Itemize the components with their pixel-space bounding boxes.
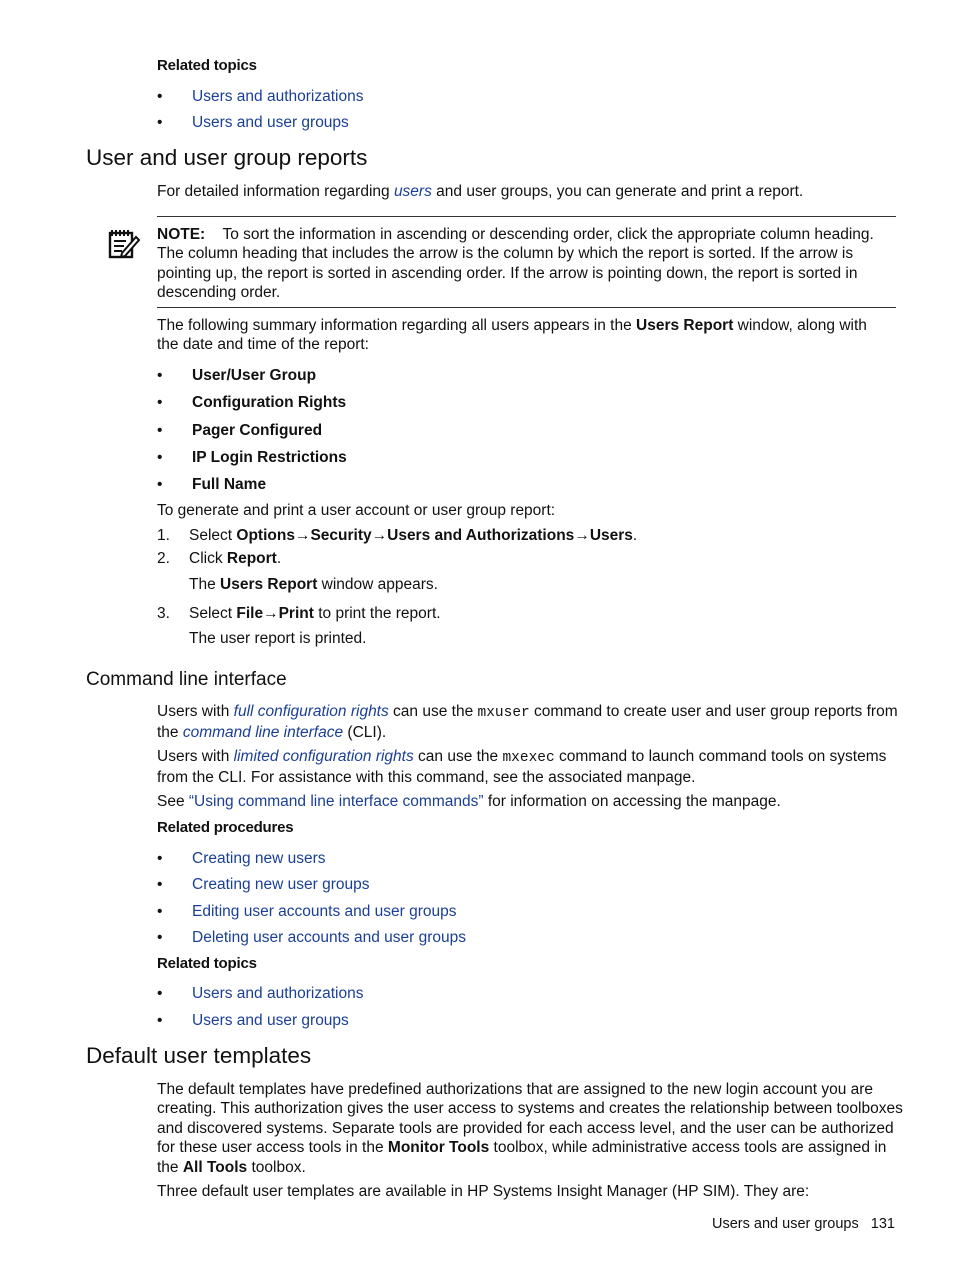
arrow-icon: → <box>371 527 388 544</box>
text: Click <box>189 550 227 567</box>
link-command-line-interface[interactable]: command line interface <box>182 724 344 742</box>
text: Select <box>189 527 237 544</box>
page-footer <box>712 1216 895 1232</box>
cli-paragraph-3 <box>157 792 897 811</box>
text: for information on accessing the manpage. <box>483 793 781 810</box>
note-line: To sort the information in ascending or descending order, click the appropriate column heading. <box>222 226 874 243</box>
link-creating-new-user-groups[interactable]: Creating new user groups <box>192 876 370 893</box>
bullet: • <box>157 367 163 384</box>
text: Users with <box>157 748 234 765</box>
menu-users-and-authorizations: Users and Authorizations <box>387 527 575 544</box>
ui-term: Report <box>226 550 277 567</box>
reports-summary <box>157 316 897 355</box>
section-title-cli: Command line interface <box>86 669 287 690</box>
generate-intro: To generate and print a user account or user group report: <box>157 502 556 519</box>
note-bottom-rule <box>157 307 896 308</box>
text: The user report is printed. <box>189 630 367 647</box>
bullet: • <box>157 114 163 131</box>
ui-term: Users Report <box>636 317 734 334</box>
arrow-icon: → <box>294 527 311 544</box>
text: and user groups, you can generate and print a report. <box>431 183 804 200</box>
text: to print the report. <box>313 605 441 622</box>
reports-intro <box>157 182 897 201</box>
field-full-name: Full Name <box>192 476 267 493</box>
bullet: • <box>157 850 163 867</box>
note-top-rule <box>157 216 896 217</box>
cli-paragraph-2 <box>157 747 897 788</box>
link-creating-new-users[interactable]: Creating new users <box>192 850 326 867</box>
field-user-group: User/User Group <box>192 367 317 384</box>
link-using-cli-commands[interactable]: “Using command line interface commands” <box>188 793 484 810</box>
note-line: The column heading that includes the arrow is the column by which the report is sorted. If the arrow is <box>157 245 854 263</box>
bullet: • <box>157 929 163 946</box>
text: for these user access tools in the <box>157 1139 388 1157</box>
step-number: 1. <box>157 527 170 544</box>
related-topics-heading: Related topics <box>157 955 257 972</box>
note-line: descending order. <box>157 284 281 302</box>
step-number: 2. <box>157 550 170 567</box>
text: . <box>276 550 282 567</box>
page-number: 131 <box>870 1216 895 1232</box>
menu-options: Options <box>236 527 295 544</box>
section-title-templates: Default user templates <box>86 1043 312 1068</box>
link-full-configuration-rights[interactable]: full configuration rights <box>233 703 389 720</box>
bullet: • <box>157 449 163 466</box>
text: (CLI). <box>343 724 387 742</box>
text: Select <box>189 605 237 622</box>
note-label: NOTE: <box>157 226 206 243</box>
bullet: • <box>157 903 163 920</box>
link-users-and-user-groups[interactable]: Users and user groups <box>192 114 349 131</box>
bullet: • <box>157 394 163 411</box>
bullet: • <box>157 985 163 1002</box>
note-text <box>157 225 897 303</box>
bullet: • <box>157 1012 163 1029</box>
footer-section: Users and user groups <box>712 1216 859 1232</box>
text: can use the <box>388 703 478 720</box>
arrow-icon: → <box>263 605 279 622</box>
text: The following summary information regarding all users appears in the <box>157 317 637 334</box>
related-topics-heading: Related topics <box>157 57 257 74</box>
text: and discovered systems. Separate tools are provided for each access level, and the user can be authorized <box>157 1119 894 1137</box>
ui-term: All Tools <box>182 1158 248 1176</box>
text: . <box>632 527 638 544</box>
link-users-and-user-groups[interactable]: Users and user groups <box>192 1012 349 1029</box>
link-users[interactable]: users <box>393 183 432 200</box>
menu-security: Security <box>310 527 372 544</box>
command-mxexec: mxexec <box>502 750 555 766</box>
link-users-and-authorizations[interactable]: Users and authorizations <box>192 88 364 105</box>
cli-paragraph-1 <box>157 702 897 743</box>
menu-file: File <box>236 605 264 622</box>
link-deleting-user-accounts[interactable]: Deleting user accounts and user groups <box>192 929 466 946</box>
text: See <box>157 793 189 810</box>
link-editing-user-accounts[interactable]: Editing user accounts and user groups <box>192 903 457 920</box>
text: command to create user and user group reports from <box>529 703 898 720</box>
bullet: • <box>157 876 163 893</box>
text: Users with <box>157 703 234 720</box>
text: command to launch command tools on systems <box>554 748 887 765</box>
text: toolbox. <box>247 1158 306 1176</box>
step-number: 3. <box>157 605 170 622</box>
text: the <box>157 1158 183 1176</box>
section-title-reports: User and user group reports <box>86 145 368 170</box>
text: The <box>189 576 221 593</box>
templates-paragraph-2: Three default user templates are available in HP Systems Insight Manager (HP SIM). They are: <box>157 1183 810 1200</box>
menu-print: Print <box>278 605 314 622</box>
link-users-and-authorizations[interactable]: Users and authorizations <box>192 985 364 1002</box>
text: from the CLI. For assistance with this command, see the associated manpage. <box>157 769 696 787</box>
templates-paragraph-1 <box>157 1080 903 1177</box>
command-mxuser: mxuser <box>477 705 530 721</box>
text: toolbox, while administrative access tools are assigned in <box>489 1139 887 1157</box>
bullet: • <box>157 476 163 493</box>
note-pad-icon <box>107 227 141 261</box>
text: the <box>157 724 183 742</box>
text: window, along with <box>733 317 867 334</box>
bullet: • <box>157 422 163 439</box>
bullet: • <box>157 88 163 105</box>
arrow-icon: → <box>574 527 590 544</box>
text: can use the <box>413 748 503 765</box>
field-configuration-rights: Configuration Rights <box>192 394 347 411</box>
field-ip-login-restrictions: IP Login Restrictions <box>192 449 347 466</box>
text: The default templates have predefined authorizations that are assigned to the new login account you are <box>157 1081 874 1098</box>
note-line: pointing up, the report is sorted in ascending order. If the arrow is pointing down, the report is sorted in <box>157 264 858 282</box>
ui-term: Users Report <box>220 576 318 593</box>
text: the date and time of the report: <box>157 336 369 354</box>
menu-users: Users <box>589 527 633 544</box>
related-procedures-heading: Related procedures <box>157 819 294 836</box>
text: creating. This authorization gives the user access to systems and creates the relationship between toolboxes <box>157 1100 903 1118</box>
ui-term: Monitor Tools <box>387 1139 490 1157</box>
text: For detailed information regarding <box>157 183 394 200</box>
text: window appears. <box>317 576 438 593</box>
link-limited-configuration-rights[interactable]: limited configuration rights <box>233 748 414 765</box>
field-pager-configured: Pager Configured <box>192 422 323 439</box>
